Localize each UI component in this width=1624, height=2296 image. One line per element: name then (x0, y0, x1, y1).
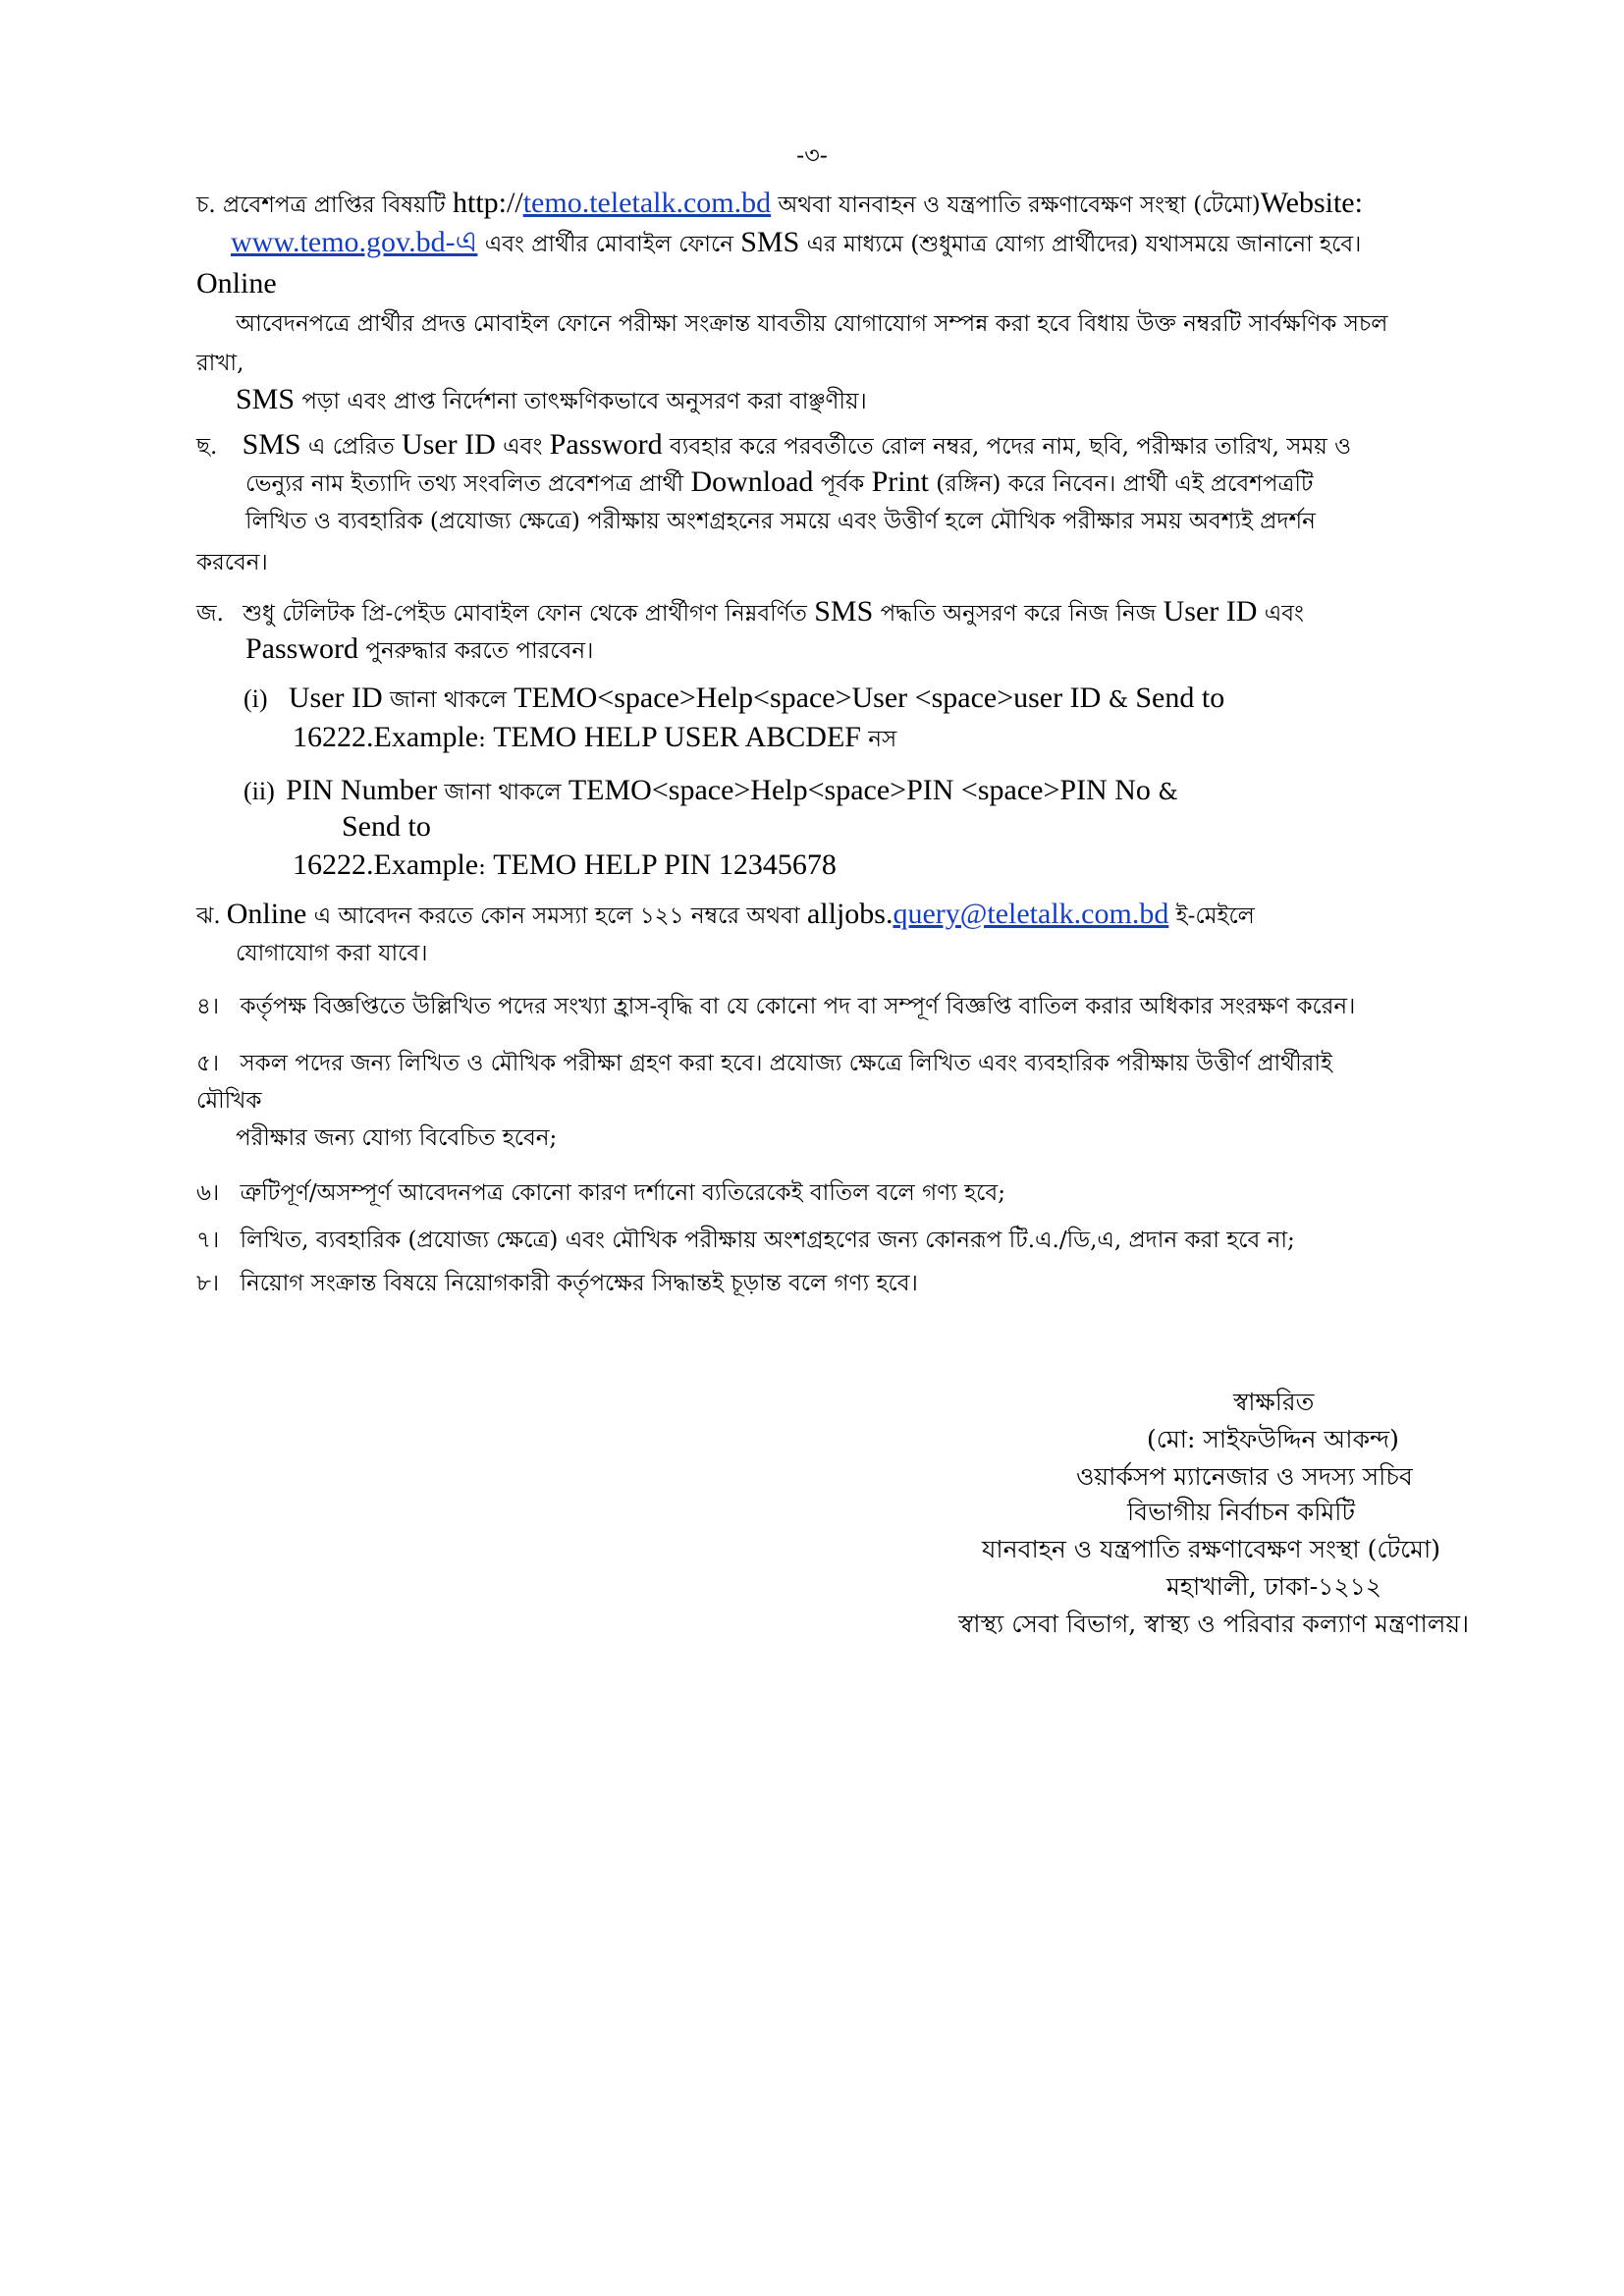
item-ch-line-5: রাখা, (196, 351, 244, 376)
item-ch-line-3: Online (196, 267, 277, 300)
signature-name: (মো: সাইফউদ্দিন আকন্দ) (1147, 1425, 1399, 1453)
item-chh-line-2: ভেন্যুর নাম ইত্যাদি তথ্য সংবলিত প্রবেশপত্র প্রার্থী Download পূর্বক Print (রঙ্গিন) করে নিবেন। প্রার্থী এই প্রবেশপত্রটি (245, 465, 1314, 498)
item-ch-line-1: চ. প্রবেশপত্র প্রাপ্তির বিষয়টি http://temo.teletalk.com.bd অথবা যানবাহন ও যন্ত্রপাতি রক্ষণাবেক্ষণ সংস্থা (টেমো)Website: (196, 187, 1363, 219)
item-5-line-1: ৫। সকল পদের জন্য লিখিত ও মৌখিক পরীক্ষা গ্রহণ করা হবে। প্রযোজ্য ক্ষেত্রে লিখিত এবং ব্যবহারিক পরীক্ষায় উত্তীর্ণ প্রার্থীরাই (196, 1051, 1332, 1076)
item-marker: ঝ. (196, 903, 221, 929)
item-marker: ৬। (196, 1180, 220, 1206)
query-email-link[interactable]: query@teletalk.com.bd (893, 898, 1169, 930)
sub-item-marker: (ii) (244, 777, 275, 805)
sub-item-ii-line-2: Send to (342, 810, 431, 843)
item-marker: ৫। (196, 1051, 220, 1076)
signature-organization: যানবাহন ও যন্ত্রপাতি রক্ষণাবেক্ষণ সংস্থা (টেমো) (982, 1535, 1441, 1563)
item-marker: ৮। (196, 1271, 220, 1296)
item-ch-line-4: আবেদনপত্রে প্রার্থীর প্রদত্ত মোবাইল ফোনে পরীক্ষা সংক্রান্ত যাবতীয় যোগাযোগ সম্পন্ন করা হবে বিধায় উক্ত নম্বরটি সার্বক্ষণিক সচল (236, 311, 1388, 337)
item-chh-line-4: করবেন। (196, 550, 268, 575)
signature-committee: বিভাগীয় নির্বাচন কমিটি (1127, 1498, 1356, 1526)
signature-address: মহাখালী, ঢাকা-১২১২ (1166, 1572, 1382, 1601)
item-7: ৭। লিখিত, ব্যবহারিক (প্রযোজ্য ক্ষেত্রে) এবং মৌখিক পরীক্ষায় অংশগ্রহণের জন্য কোনরূপ টি.এ./ডি,এ, প্রদান করা হবে না; (196, 1228, 1295, 1253)
item-marker: জ. (196, 601, 224, 627)
item-jo-line-2: Password পুনরুদ্ধার করতে পারবেন। (245, 632, 594, 665)
item-jo-line-1: জ. শুধু টেলিটক প্রি-পেইড মোবাইল ফোন থেকে প্রার্থীগণ নিম্নবর্ণিত SMS পদ্ধতি অনুসরণ করে নিজ নিজ User ID এবং (196, 595, 1304, 628)
sub-item-i-line-2: 16222.Example: TEMO HELP USER ABCDEF নস (293, 721, 897, 753)
page-number: -৩- (796, 141, 828, 169)
item-chh-line-3: লিখিত ও ব্যবহারিক (প্রযোজ্য ক্ষেত্রে) পরীক্ষায় অংশগ্রহনের সময়ে এবং উত্তীর্ণ হলে মৌখিক পরীক্ষার সময় অবশ্যই প্রদর্শন (245, 509, 1316, 534)
item-marker: ৪। (196, 994, 220, 1019)
item-5-line-3: পরীক্ষার জন্য যোগ্য বিবেচিত হবেন; (236, 1125, 558, 1151)
temo-teletalk-link[interactable]: temo.teletalk.com.bd (522, 187, 772, 219)
item-marker: ৭। (196, 1228, 220, 1253)
sub-item-ii-line-1: (ii) PIN Number জানা থাকলে TEMO<space>Help<space>PIN <space>PIN No & (244, 774, 1178, 806)
item-chh-line-1: ছ. SMS এ প্রেরিত User ID এবং Password ব্যবহার করে পরবর্তীতে রোল নম্বর, পদের নাম, ছবি, পরীক্ষার তারিখ, সময় ও (196, 428, 1352, 461)
item-marker: ছ. (196, 434, 218, 460)
sub-item-ii-line-3: 16222.Example: TEMO HELP PIN 12345678 (293, 848, 837, 881)
signature-ministry: স্বাস্থ্য সেবা বিভাগ, স্বাস্থ্য ও পরিবার কল্যাণ মন্ত্রণালয়। (958, 1610, 1470, 1638)
item-jho-line-1: ঝ. Online এ আবেদন করতে কোন সমস্যা হলে ১২১ নম্বরে অথবা alljobs.query@teletalk.com.bd ই-মেইলে (196, 898, 1255, 930)
item-ch-line-6: SMS পড়া এবং প্রাপ্ত নির্দেশনা তাৎক্ষণিকভাবে অনুসরণ করা বাঞ্ছণীয়। (236, 383, 867, 415)
signature-designation: ওয়ার্কসপ ম্যানেজার ও সদস্য সচিব (1076, 1462, 1413, 1491)
sub-item-marker: (i) (244, 684, 268, 713)
item-marker: চ. (196, 192, 216, 218)
item-ch-line-2: www.temo.gov.bd-এ এবং প্রার্থীর মোবাইল ফোনে SMS এর মাধ্যমে (শুধুমাত্র যোগ্য প্রার্থীদের) যথাসময়ে জানানো হবে। (231, 226, 1362, 258)
item-5-line-2: মৌখিক (196, 1088, 262, 1114)
item-4: ৪। কর্তৃপক্ষ বিজ্ঞপ্তিতে উল্লিখিত পদের সংখ্যা হ্রাস-বৃদ্ধি বা যে কোনো পদ বা সম্পূর্ণ বিজ্ঞপ্তি বাতিল করার অধিকার সংরক্ষণ করেন। (196, 994, 1356, 1019)
signature-signed: স্বাক্ষরিত (1233, 1388, 1315, 1416)
temo-gov-link[interactable]: www.temo.gov.bd-এ (231, 226, 478, 258)
item-jho-line-2: যোগাযোগ করা যাবে। (236, 941, 428, 966)
item-6: ৬। ত্রুটিপূর্ণ/অসম্পূর্ণ আবেদনপত্র কোনো কারণ দর্শানো ব্যতিরেকেই বাতিল বলে গণ্য হবে; (196, 1180, 1005, 1206)
item-8: ৮। নিয়োগ সংক্রান্ত বিষয়ে নিয়োগকারী কর্তৃপক্ষের সিদ্ধান্তই চূড়ান্ত বলে গণ্য হবে। (196, 1271, 918, 1296)
sub-item-i-line-1: (i) User ID জানা থাকলে TEMO<space>Help<space>User <space>user ID & Send to (244, 682, 1225, 714)
